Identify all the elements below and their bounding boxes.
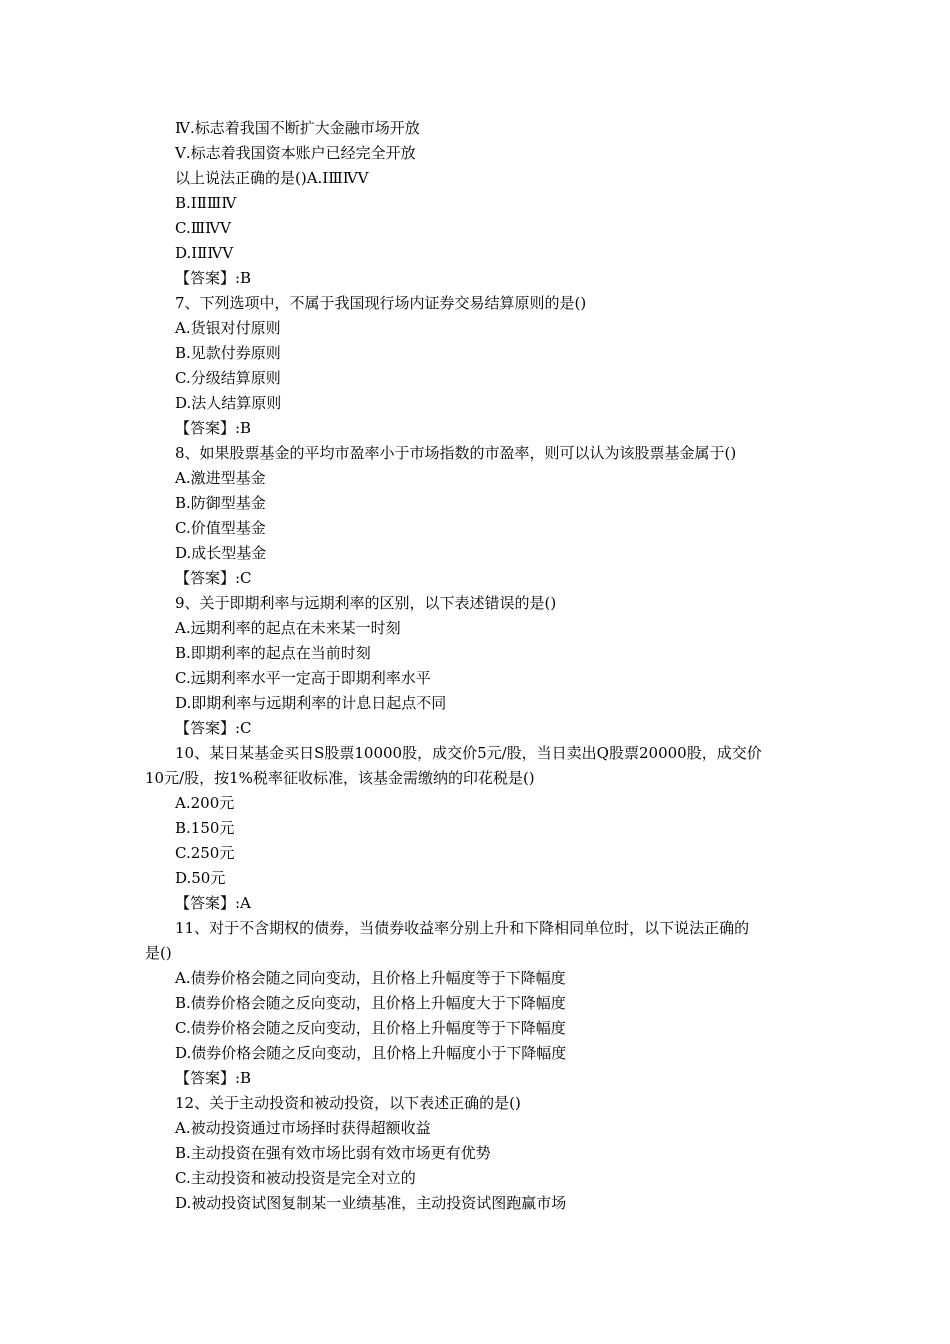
question-8-option-c: C.价值型基金: [175, 519, 266, 537]
question-8-option-b: B.防御型基金: [175, 494, 266, 512]
question-10-option-b: B.150元: [175, 819, 235, 837]
question-7-answer: 【答案】:B: [175, 419, 252, 437]
question-6-option-c: C.ⅢⅣⅤ: [175, 219, 231, 237]
statement-iv: Ⅳ.标志着我国不断扩大金融市场开放: [175, 119, 420, 137]
question-8-option-a: A.激进型基金: [175, 469, 266, 487]
question-11-title: 11、对于不含期权的债券，当债券收益率分别上升和下降相同单位时，以下说法正确的: [175, 919, 750, 937]
question-11-option-b: B.债券价格会随之反向变动，且价格上升幅度大于下降幅度: [175, 994, 566, 1012]
question-12-option-b: B.主动投资在强有效市场比弱有效市场更有优势: [175, 1144, 491, 1162]
question-6-answer: 【答案】:B: [175, 269, 252, 287]
question-12-option-a: A.被动投资通过市场择时获得超额收益: [175, 1119, 431, 1137]
question-9-option-b: B.即期利率的起点在当前时刻: [175, 644, 371, 662]
question-9-option-a: A.远期利率的起点在未来某一时刻: [175, 619, 401, 637]
question-12-option-c: C.主动投资和被动投资是完全对立的: [175, 1169, 416, 1187]
question-7-option-d: D.法人结算原则: [175, 394, 282, 412]
question-9-option-d: D.即期利率与远期利率的计息日起点不同: [175, 694, 447, 712]
question-10-option-d: D.50元: [175, 869, 226, 887]
question-11-option-d: D.债券价格会随之反向变动，且价格上升幅度小于下降幅度: [175, 1044, 567, 1062]
question-9-title: 9、关于即期利率与远期利率的区别，以下表述错误的是(): [175, 594, 557, 612]
statement-v: Ⅴ.标志着我国资本账户已经完全开放: [175, 144, 416, 162]
question-10-option-a: A.200元: [175, 794, 235, 812]
question-6-option-b: B.ⅠⅡⅢⅣ: [175, 194, 237, 212]
question-11-answer: 【答案】:B: [175, 1069, 252, 1087]
question-7-option-c: C.分级结算原则: [175, 369, 281, 387]
question-9-answer: 【答案】:C: [175, 719, 252, 737]
question-7-title: 7、下列选项中，不属于我国现行场内证券交易结算原则的是(): [175, 294, 587, 312]
question-6-prompt-option-a: 以上说法正确的是()A.ⅠⅢⅣⅤ: [175, 169, 369, 187]
question-8-answer: 【答案】:C: [175, 569, 252, 587]
question-7-option-b: B.见款付券原则: [175, 344, 281, 362]
question-6-option-d: D.ⅠⅡⅣⅤ: [175, 244, 234, 262]
question-10-title: 10、某日某基金买日S股票10000股，成交价5元/股，当日卖出Q股票20000股，成交价: [175, 744, 762, 762]
question-8-title: 8、如果股票基金的平均市盈率小于市场指数的市盈率，则可以认为该股票基金属于(): [175, 444, 737, 462]
question-10-title-continued: 10元/股，按1%税率征收标准，该基金需缴纳的印花税是(): [145, 769, 535, 787]
question-10-option-c: C.250元: [175, 844, 235, 862]
question-11-option-c: C.债券价格会随之反向变动，且价格上升幅度等于下降幅度: [175, 1019, 566, 1037]
question-10-answer: 【答案】:A: [175, 894, 251, 912]
question-11-title-continued: 是(): [145, 944, 172, 962]
question-11-option-a: A.债券价格会随之同向变动，且价格上升幅度等于下降幅度: [175, 969, 566, 987]
question-8-option-d: D.成长型基金: [175, 544, 267, 562]
question-12-option-d: D.被动投资试图复制某一业绩基准，主动投资试图跑赢市场: [175, 1194, 567, 1212]
question-9-option-c: C.远期利率水平一定高于即期利率水平: [175, 669, 431, 687]
question-7-option-a: A.货银对付原则: [175, 319, 281, 337]
document-page: [0, 116, 950, 1216]
question-12-title: 12、关于主动投资和被动投资，以下表述正确的是(): [175, 1094, 521, 1112]
